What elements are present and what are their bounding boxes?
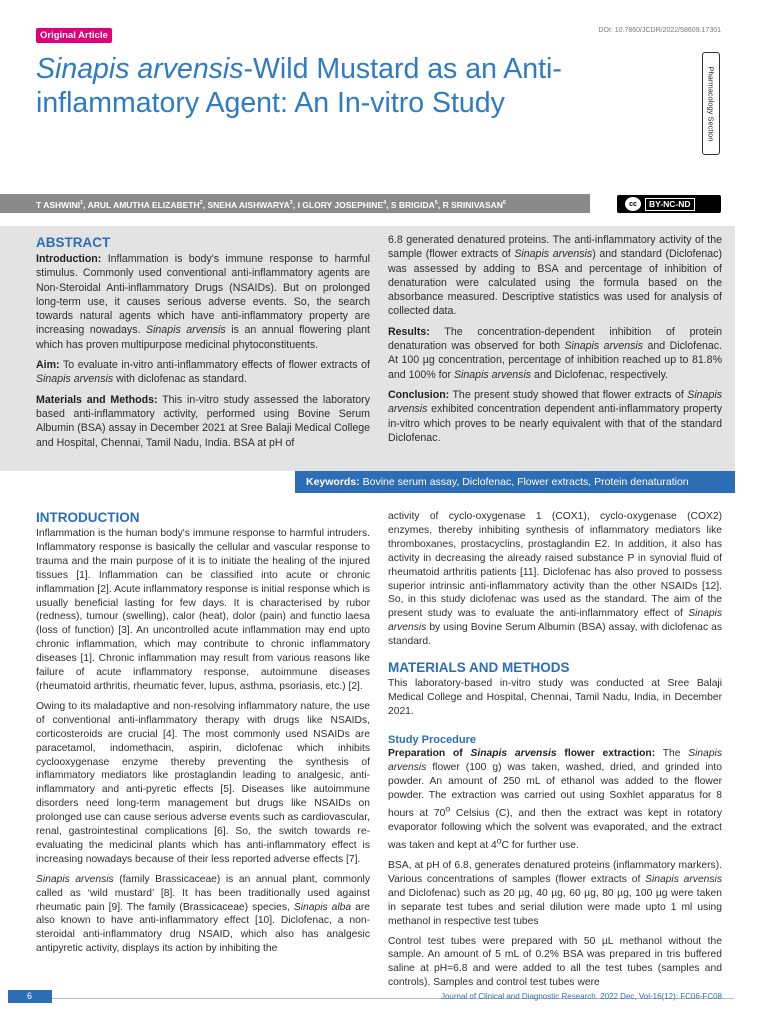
introduction-paragraph: Owing to its maladaptive and non-resolving inflammatory nature, the use of conventional anti-inflammatory therapy with drugs like NSAIDs, corticosteroids are crucial [4]. The most commonly used NSAIDs are paracetamol, indomethacin, aspirin, diclofenac which inhibits cyclooxygenase enzyme thereby preventing the synthesis of inflammatory mediators like prostaglandin leading to analgesic, anti-inflammatory and anti-pyretic effects [5]. Diseases like autoimmune disorders need long-term management but drugs like NSAIDs on prolonged use can cause serious adverse events such as cardiovascular, renal, gastrointestinal complications [6]. So, the switch towards re-evaluating the medicinal plants which has anti-inflammatory effect is increasing nowadays because of their less reported adverse effects [7]. [36,700,370,865]
license-text: BY-NC-ND [645,198,695,211]
abstract-paragraph-label: Materials and Methods: [36,393,158,406]
cc-icon: cc [625,197,641,211]
abstract-paragraph: Introduction: Inflammation is body's immune response to harmful stimulus. Commonly used conventional anti-inflammatory agents are Non-Steroidal Anti-inflammatory Drugs (NSAIDs). But on prolonged long-term use, it causes serious adverse events. So, the search towards natural agents which have anti-inflammatory property are increasing nowadays. Sinapis arvensis is an annual flowering plant which has proven multipurpose medicinal phytoconstituents. [36,253,370,351]
introduction-heading: INTRODUCTION [36,510,140,525]
author-bar [0,194,590,213]
introduction-paragraphs [36,527,370,956]
abstract-paragraph-label: Aim: [36,359,60,372]
extraction-label: Preparation of Sinapis arvensis flower extraction: [388,747,656,759]
author-name: ARUL AMUTHA ELIZABETH$^2$ [87,199,203,210]
extraction-paragraph [388,747,722,853]
bsa-paragraph: BSA, at pH of 6.8, generates denatured proteins (inflammatory markers). Various concentrations of samples (flower extracts of Sinapis arvensis and Diclofenac) such as 20 µg, 40 µg, 60 µg, 80 µg, 100 µg were taken in separate test tubes and serial dilution were made upto 1 ml using methanol in respective test tubes [388,859,722,927]
title-species: Sinapis arvensis [36,53,244,85]
abstract-paragraph-label: Results: [388,325,430,338]
abstract-left-paragraphs [36,252,370,450]
title-rest: -Wild Mustard as an Anti-inflammatory Agent: An In-vitro Study [36,53,562,119]
article-type-badge: Original Article [36,28,112,43]
license-badge[interactable] [617,195,721,213]
section-tab [702,52,720,155]
section-tab-label: Pharmacology Section [706,65,716,142]
abstract-heading: ABSTRACT [36,235,111,250]
body-right-column [388,510,722,996]
abstract-paragraph: Results: The concentration-dependent inhibition of protein denaturation was observed for both Sinapis arvensis and Diclofenac. At 100 µg concentration, percentage of inhibition reached up to 81.8% and 100% for Sinapis arvensis and Diclofenac, respectively. [388,325,722,381]
study-procedure-heading: Study Procedure [388,733,477,746]
abstract-right-column [388,233,722,451]
keywords-text: Bovine serum assay, Diclofenac, Flower extracts, Protein denaturation [362,476,689,488]
abstract-paragraph-label: Introduction: [36,253,102,265]
author-name: R SRINIVASAN$^6$ [442,199,506,210]
abstract-paragraph: Aim: To evaluate in-vitro anti-inflammatory effects of flower extracts of Sinapis arvensis with diclofenac as standard. [36,359,370,386]
abstract-box [0,226,735,471]
abstract-paragraph: 6.8 generated denatured proteins. The anti-inflammatory activity of the sample (flower extracts of Sinapis arvensis) and standard (Diclofenac) was assessed by adding to BSA and percentage of inhibition of denaturation were calculated using the formula based on the absorbance measured. Descriptive statistics was used for analysis of collected data. [388,234,723,318]
introduction-continued: activity of cyclo-oxygenase 1 (COX1), cyclo-oxygenase (COX2) enzymes, thereby inhibiting synthesis of inflammatory mediators like thromboxanes, prostacyclins, prostaglandin E2. In addition, it also has activity in decreasing the already raised substance P in synovial fluid of rheumatoid arthritis patients [11]. Diclofenac has also proved to possess superior intrinsic anti-inflammatory activity than the other NSAIDs [12]. So, in this study diclofenac was used as the standard. The aim of the present study was to evaluate the anti-inflammatory effect of Sinapis arvensis by using Bovine Serum Albumin (BSA) assay, with diclofenac as standard. [388,511,722,648]
author-list: T ASHWINI$^1$, ARUL AMUTHA ELIZABETH$^2$, SNEHA AISHWARYA$^3$, I GLORY JOSEPHINE$^4$, S BRIGIDA$^5$, R SRINIVASAN$^6$ [36,199,506,210]
keywords-label: Keywords: [306,476,360,488]
extraction-text: The Sinapis arvensis flower (100 g) was taken, washed, dried, and grinded into powder. An amount of 250 mL of ethanol was added to the flower powder. The extraction was carried out using Soxhlet apparatus for 8 hours at 70$^o$ Celsius (C), and then the extract was kept in rotatory evaporator following which the solvent was evaporated, and the extract was taken and kept at 4$^o$C for further use. [388,747,722,852]
abstract-left-column [36,234,370,456]
methods-paragraph: This laboratory-based in-vitro study was conducted at Sree Balaji Medical College and Hospital, Chennai, Tamil Nadu, India, in December 2021. [388,678,722,717]
control-paragraph: Control test tubes were prepared with 50 µL methanol without the sample. An amount of 5 mL of 0.2% BSA was prepared in tris buffered saline at pH=6.8 and were added to all the test tubes (samples and controls). Samples and control test tubes were [388,935,722,989]
keywords-bar [295,471,735,493]
journal-citation: Journal of Clinical and Diagnostic Research. 2022 Dec, Vol-16(12): FC06-FC08 [440,992,722,1001]
author-name: T ASHWINI$^1$ [36,199,84,210]
introduction-paragraph: Sinapis arvensis (family Brassicaceae) is an annual plant, commonly called as ‘wild mustard’ [8]. It has been traditionally used against rheumatic pain [9]. The family (Brassicaceae) species, Sinapis alba are also known to have anti-inflammatory effect [10]. Diclofenac, a non-steroidal anti-inflammatory drug NSAID, which also has analgesic antipyretic activity, displays its action by inhibiting the [36,873,371,955]
page-number: 6 [8,990,52,1003]
author-name: SNEHA AISHWARYA$^3$ [207,199,293,210]
introduction-paragraph: Inflammation is the human body's immune response to harmful intruders. Inflammatory response is basically the cellular and vascular response to trauma and the main purpose of it is to initiate the healing of the injured tissues [1]. Inflammation can be classified into acute or chronic inflammation [2]. Acute inflammatory response is initial response which is usually beneficial lasting for few days. It is characterised by rubor (redness), tumour (swelling), calor (heat), dolor (pain) and functio laesa (loss of function) [3]. An uncontrolled acute inflammation may end upto chronic inflammation, which may contribute to chronic inflammatory diseases [1]. Chronic inflammation may result from various reasons like failure of acute inflammatory response, autoimmune diseases (rheumatoid arthritis, rheumatic fever, lupus, asthma, psoriasis, etc.) [2]. [36,528,370,692]
body-left-column [36,509,370,962]
abstract-paragraph-label: Conclusion: [388,388,450,401]
doi[interactable]: DOI: 10.7860/JCDR/2022/58609.17301 [598,27,721,34]
abstract-paragraph: Conclusion: The present study showed that flower extracts of Sinapis arvensis exhibited concentration dependent anti-inflammatory property in-vitro which proves to be nearly equivalent with that of the standard Diclofenac. [388,388,722,444]
methods-heading: MATERIALS AND METHODS [388,660,570,676]
article-title [36,52,676,120]
author-name: I GLORY JOSEPHINE$^4$ [297,199,387,210]
abstract-paragraph: Materials and Methods: This in-vitro study assessed the laboratory based anti-inflammatory activity, performed using Bovine Serum Albumin (BSA) assay in December 2021 at Sree Balaji Medical College and Hospital, Chennai, Tamil Nadu, India. BSA at pH of [36,393,370,449]
author-name: S BRIGIDA$^5$ [390,199,438,210]
abstract-right-paragraphs [388,233,722,445]
